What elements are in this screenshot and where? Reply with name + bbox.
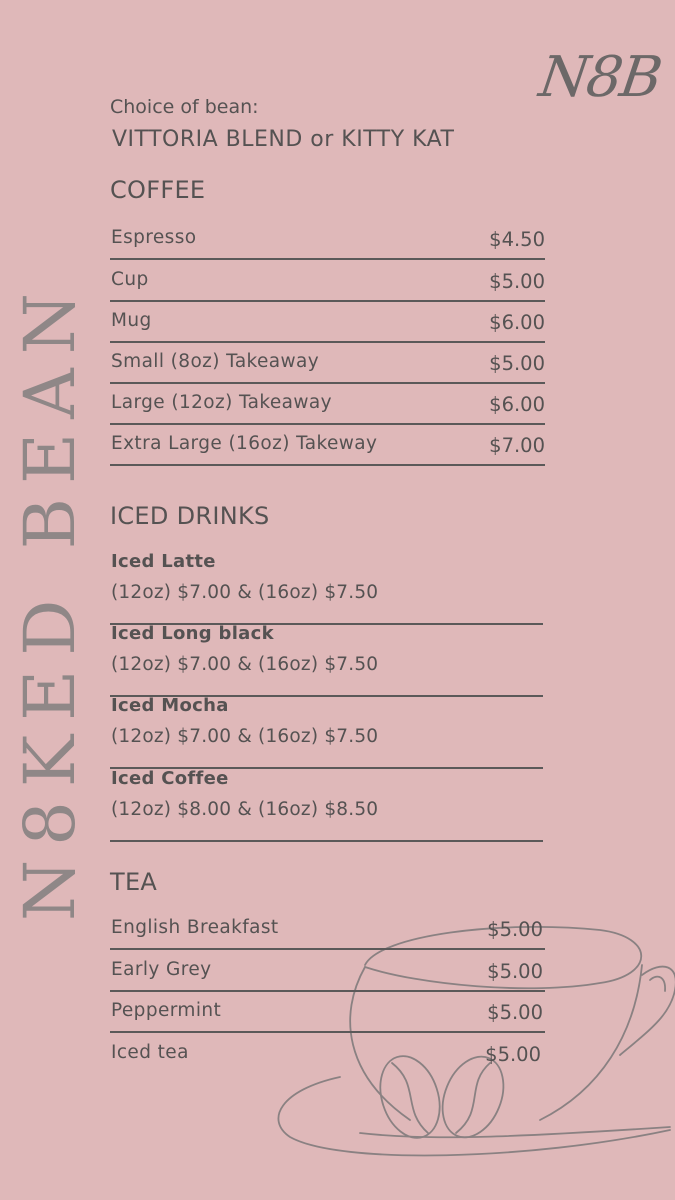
item-name: Iced Mocha	[111, 695, 229, 716]
item-name: Extra Large (16oz) Takeway	[111, 433, 378, 454]
tea-item-iced-tea	[110, 1032, 545, 1073]
item-price: $7.00	[489, 434, 545, 457]
item-name: Iced Long black	[111, 623, 274, 644]
item-price: $4.50	[489, 228, 545, 251]
coffee-item-extra-large-takeaway	[110, 423, 545, 466]
iced-item-coffee	[110, 768, 543, 842]
coffee-item-large-takeaway	[110, 382, 545, 425]
item-name: Espresso	[111, 227, 197, 248]
item-name: Iced tea	[111, 1042, 189, 1063]
tea-item-peppermint	[110, 990, 545, 1033]
item-price: $5.00	[489, 352, 545, 375]
item-price: $6.00	[489, 393, 545, 416]
item-price: $6.00	[489, 311, 545, 334]
coffee-item-cup	[110, 259, 545, 302]
coffee-item-espresso	[110, 217, 545, 260]
item-name: Iced Coffee	[111, 768, 229, 789]
coffee-item-small-takeaway	[110, 341, 545, 384]
iced-item-latte	[110, 551, 543, 625]
item-price: $5.00	[487, 960, 543, 983]
coffee-item-mug	[110, 300, 545, 343]
item-price: $5.00	[487, 1001, 543, 1024]
item-name: Mug	[111, 310, 152, 331]
item-price: $5.00	[485, 1043, 541, 1066]
item-price: (12oz) $7.00 & (16oz) $7.50	[111, 654, 379, 675]
item-name: English Breakfast	[111, 917, 279, 938]
item-price: (12oz) $7.00 & (16oz) $7.50	[111, 726, 379, 747]
bean-choice-label: Choice of bean:	[110, 96, 259, 118]
item-name: Large (12oz) Takeaway	[111, 392, 332, 413]
brand-logo: N8B	[535, 45, 665, 110]
item-name: Early Grey	[111, 959, 212, 980]
item-name: Iced Latte	[111, 551, 216, 572]
item-name: Small (8oz) Takeaway	[111, 351, 320, 372]
coffee-section-title: COFFEE	[110, 176, 206, 204]
vertical-brand-title: N8KED BEAN	[9, 279, 91, 921]
tea-section-title: TEA	[110, 868, 158, 896]
bean-choice-value: VITTORIA BLEND or KITTY KAT	[112, 127, 455, 152]
item-name: Cup	[111, 269, 149, 290]
item-price: $5.00	[487, 918, 543, 941]
item-price: (12oz) $8.00 & (16oz) $8.50	[111, 799, 379, 820]
iced-item-mocha	[110, 695, 543, 769]
tea-item-english-breakfast	[110, 907, 545, 950]
item-price: $5.00	[489, 270, 545, 293]
iced-item-long-black	[110, 623, 543, 697]
iced-section-title: ICED DRINKS	[110, 502, 270, 530]
item-price: (12oz) $7.00 & (16oz) $7.50	[111, 582, 379, 603]
tea-item-early-grey	[110, 949, 545, 992]
item-name: Peppermint	[111, 1000, 222, 1021]
